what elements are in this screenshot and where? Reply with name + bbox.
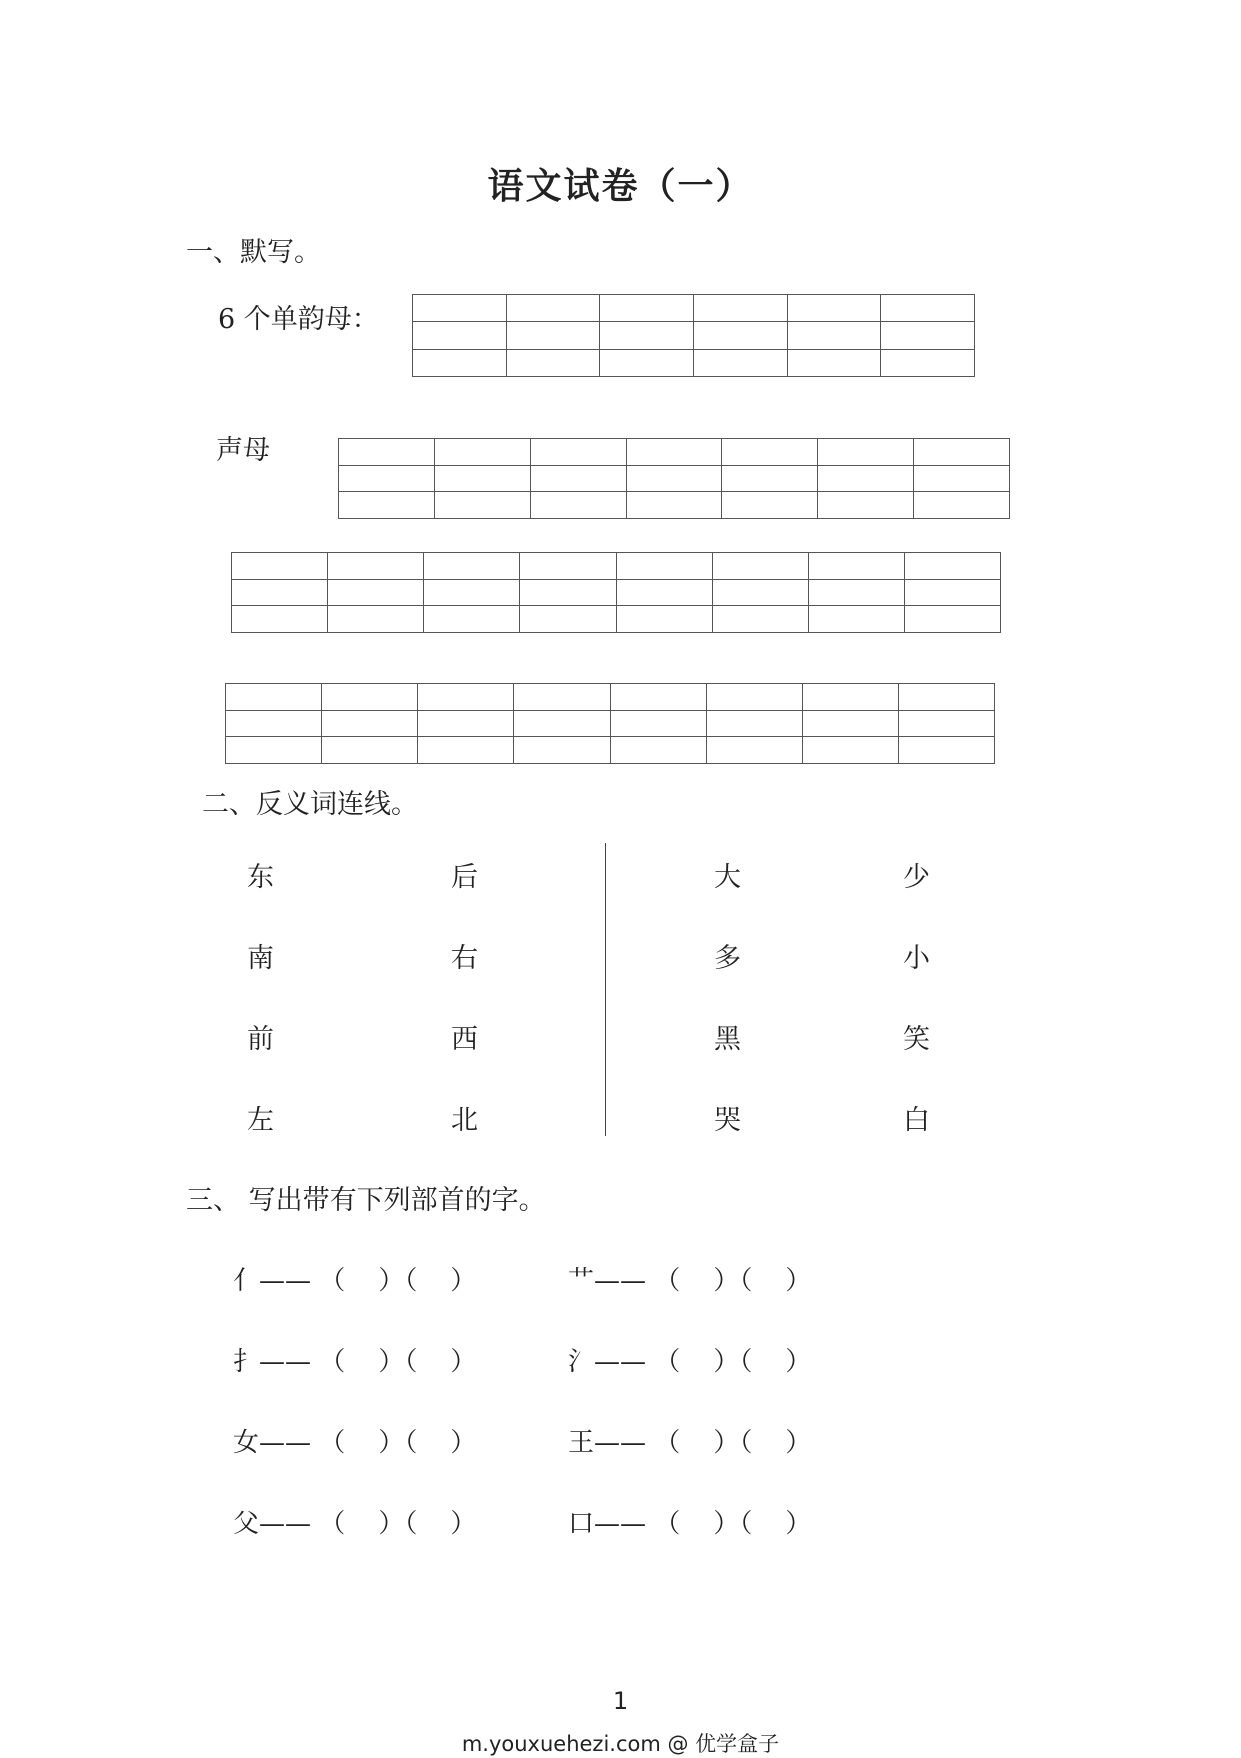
radical-prompt: 女—— [233,1428,312,1458]
left-match: 右 [451,943,478,974]
answer-blanks: （ ）（ ） [319,1266,477,1296]
left-word: 左 [247,1105,274,1136]
left-word: 东 [247,862,274,893]
initials-label: 声母 [216,435,270,466]
radical-item [568,1503,811,1540]
radical-item [233,1503,476,1540]
initials-grid-2 [231,552,1001,633]
vowels-grid [412,294,975,377]
page-number: 1 [612,1687,629,1715]
radical-item [233,1422,476,1459]
vowels-label: 6 个单韵母： [218,304,379,335]
column-divider [605,843,606,1136]
radical-prompt: 艹—— [568,1266,647,1296]
answer-blanks: （ ）（ ） [654,1347,812,1377]
radical-item [233,1260,476,1297]
radical-item [568,1260,811,1297]
initials-grid-3 [225,683,995,764]
right-match: 小 [903,943,930,974]
answer-blanks: （ ）（ ） [654,1428,812,1458]
footer-watermark: m.youxuehezi.com @ 优学盒子 [461,1732,780,1756]
left-word: 前 [247,1024,274,1055]
radical-prompt: 氵—— [568,1347,647,1377]
answer-blanks: （ ）（ ） [319,1428,477,1458]
right-word: 多 [714,943,741,974]
left-word: 南 [247,943,274,974]
radical-prompt: 扌—— [233,1347,312,1377]
radical-item [568,1422,811,1459]
radical-prompt: 口—— [568,1509,647,1539]
initials-grid-1 [338,438,1010,519]
section-1-heading: 一、默写。 [186,237,321,268]
right-match: 笑 [903,1024,930,1055]
right-match: 少 [903,862,930,893]
answer-blanks: （ ）（ ） [654,1509,812,1539]
radical-prompt: 父—— [233,1509,312,1539]
right-word: 黑 [714,1024,741,1055]
right-word: 大 [714,862,741,893]
left-match: 北 [451,1105,478,1136]
left-match: 后 [451,862,478,893]
radical-prompt: 王—— [568,1428,647,1458]
section-2-heading: 二、反义词连线。 [202,789,418,820]
page-title: 语文试卷（一） [487,165,754,207]
radical-item [568,1341,811,1378]
answer-blanks: （ ）（ ） [654,1266,812,1296]
radical-item [233,1341,476,1378]
radical-prompt: 亻—— [233,1266,312,1296]
answer-blanks: （ ）（ ） [319,1509,477,1539]
left-match: 西 [451,1024,478,1055]
answer-blanks: （ ）（ ） [319,1347,477,1377]
section-3-heading: 三、 写出带有下列部首的字。 [186,1185,546,1216]
right-word: 哭 [714,1105,741,1136]
right-match: 白 [903,1105,930,1136]
